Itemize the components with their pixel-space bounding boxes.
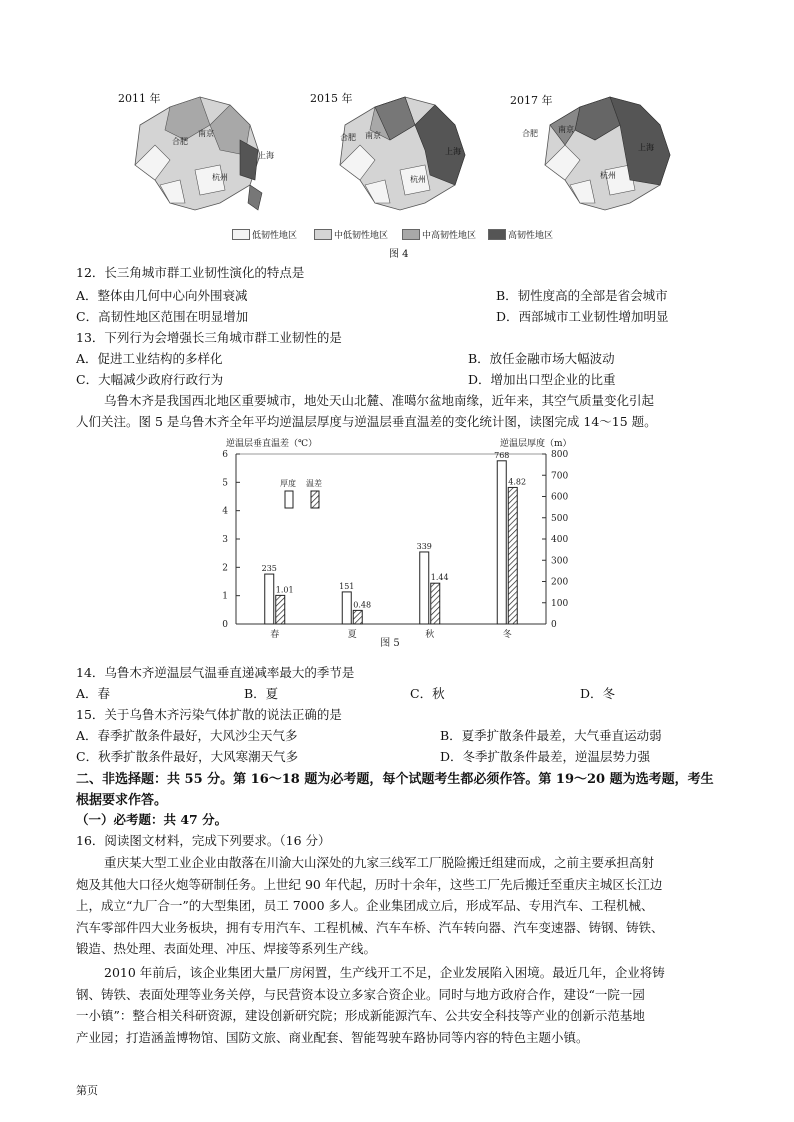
y-tick-label-right: 700 [551, 471, 569, 482]
figure-5-svg [210, 434, 590, 659]
y-tick-label-right: 300 [551, 556, 569, 567]
bar-thickness [420, 552, 429, 624]
q16-p2-line: 2010 年前后，该企业集团大量厂房闲置，生产线开工不足，企业发展陷入困境。最近几年，企业将铸 [104, 965, 665, 980]
y-axis-left-label: 逆温层垂直温差（℃） [226, 439, 318, 449]
q13-option-a: A．促进工业结构的多样化 [76, 351, 223, 366]
q16-p2-line: 一小镇”：整合相关科研资源，建设创新研究院；形成新能源汽车、公共安全科技等产业的创新示范基地 [76, 1008, 645, 1023]
q15-option-c: C．秋季扩散条件最好，大风寒潮天气多 [76, 749, 299, 764]
map-2011 [135, 97, 262, 210]
data-label-temp-diff: 1.01 [275, 585, 294, 595]
legend-label-temp-diff: 温差 [306, 479, 322, 488]
q12-option-c: C．高韧性地区范围在明显增加 [76, 309, 249, 324]
legend-swatch [232, 229, 250, 240]
x-tick-label: 秋 [425, 630, 435, 640]
data-label-thickness: 768 [494, 450, 510, 460]
legend-swatch-thickness [285, 491, 293, 508]
section-2-subheading: （一）必考题：共 47 分。 [76, 812, 228, 827]
q14-option-a: A．春 [76, 686, 111, 701]
bar-thickness [497, 461, 506, 624]
q15-stem: 15．关于乌鲁木齐污染气体扩散的说法正确的是 [76, 707, 342, 722]
section-2-heading-cont: 根据要求作答。 [76, 793, 168, 808]
map-label-hangzhou: 杭州 [212, 173, 228, 182]
q13-stem: 13．下列行为会增强长三角城市群工业韧性的是 [76, 330, 342, 345]
map-label-shanghai: 上海 [258, 151, 274, 160]
map-label-hefei: 合肥 [340, 133, 356, 142]
q14-option-b: B．夏 [244, 686, 279, 701]
q15-option-a: A．春季扩散条件最好，大风沙尘天气多 [76, 728, 298, 743]
legend-label: 低韧性地区 [252, 231, 298, 241]
map-label-hangzhou: 杭州 [600, 171, 616, 180]
y-tick-label-left: 4 [222, 506, 228, 517]
y-tick-label-right: 400 [551, 535, 569, 545]
data-label-temp-diff: 1.44 [430, 573, 449, 583]
x-tick-label: 春 [270, 630, 280, 640]
legend-swatch [314, 229, 332, 240]
intro-14-line1: 乌鲁木齐是我国西北地区重要城市，地处天山北麓、准噶尔盆地南缘，近年来，其空气质量变化引起 [104, 393, 655, 408]
q15-option-d: D．冬季扩散条件最差，逆温层势力强 [440, 749, 651, 764]
bar-thickness [342, 592, 351, 624]
y-tick-label-left: 5 [222, 478, 228, 489]
data-label-thickness: 235 [261, 564, 277, 574]
q16-paragraph-1 [76, 852, 724, 960]
bar-thickness [265, 574, 274, 624]
q16-paragraph-2 [76, 962, 724, 1048]
map-2017 [545, 97, 670, 210]
figure-4-legend [232, 228, 572, 242]
q14-stem: 14．乌鲁木齐逆温层气温垂直递减率最大的季节是 [76, 665, 355, 680]
q12-option-b: B．韧性度高的全部是省会城市 [496, 288, 668, 303]
bar-temp-diff [276, 595, 285, 624]
q16-p1-line: 汽车零部件四大业务板块，拥有专用汽车、工程机械、汽车车桥、汽车转向器、汽车变速器、铸钢、铸铁、 [76, 919, 664, 935]
q16-p1-line: 上，成立“九厂合一”的大型集团，员工 7000 多人。企业集团成立后，形成军品、专用汽车、工程机械、 [76, 898, 654, 913]
bar-temp-diff [431, 583, 440, 624]
data-label-thickness: 339 [416, 541, 432, 551]
figure-4-maps [100, 80, 700, 230]
figure-5-chart [210, 434, 590, 659]
legend-swatch [488, 229, 506, 240]
map-label-nanjing: 南京 [198, 129, 214, 138]
data-label-temp-diff: 0.48 [353, 600, 372, 610]
q13-option-b: B．放任金融市场大幅波动 [468, 351, 615, 366]
legend-label: 高韧性地区 [508, 231, 554, 241]
y-tick-label-right: 100 [551, 598, 569, 609]
figure-4-caption: 图 4 [389, 249, 409, 260]
y-tick-label-right: 800 [551, 450, 569, 460]
map-label-hefei: 合肥 [172, 137, 188, 146]
intro-14-line2: 人们关注。图 5 是乌鲁木齐全年平均逆温层厚度与逆温层垂直温差的变化统计图，读图完成 14～15 题。 [76, 414, 657, 429]
y-tick-label-right: 500 [551, 513, 569, 524]
map-year-2015: 2015 年 [310, 92, 353, 105]
q15-option-b: B．夏季扩散条件最差，大气垂直运动弱 [440, 728, 662, 743]
y-axis-right-label: 逆温层厚度（m） [500, 439, 572, 449]
q16-p2-line: 钢、铸铁、表面处理等业务关停，与民营资本设立多家合资企业。同时与地方政府合作，建设“一院一园 [76, 986, 645, 1002]
q16-p2-line: 产业园；打造涵盖博物馆、国防文旅、商业配套、智能驾驶车路协同等内容的特色主题小镇。 [76, 1029, 589, 1045]
q14-option-c: C．秋 [410, 686, 445, 701]
q12-option-d: D．西部城市工业韧性增加明显 [496, 309, 669, 324]
y-tick-label-left: 2 [222, 563, 228, 574]
map-label-hangzhou: 杭州 [410, 175, 426, 184]
q12-stem: 12．长三角城市群工业韧性演化的特点是 [76, 265, 305, 280]
q16-p1-line: 锻造、热处理、表面处理、冲压、焊接等系列生产线。 [76, 941, 377, 956]
y-tick-label-left: 3 [222, 535, 228, 545]
map-year-2011: 2011 年 [118, 92, 161, 105]
data-label-temp-diff: 4.82 [508, 477, 527, 487]
legend-swatch-temp-diff [311, 491, 319, 508]
q16-p1-line: 炮及其他大口径火炮等研制任务。上世纪 90 年代起，历时十余年，这些工厂先后搬迁至重庆主城区长江边 [76, 876, 663, 892]
y-tick-label-right: 600 [551, 492, 569, 503]
q12-option-a: A．整体由几何中心向外围衰减 [76, 288, 248, 303]
y-tick-label-left: 6 [222, 450, 228, 460]
q16-p1-line: 重庆某大型工业企业由散落在川渝大山深处的九家三线军工厂脱险搬迁组建而成，之前主要承担高射 [104, 855, 655, 870]
q13-option-d: D．增加出口型企业的比重 [468, 372, 616, 387]
data-label-thickness: 151 [339, 581, 355, 591]
section-2-heading: 二、非选择题：共 55 分。第 16～18 题为必考题，每个试题考生都必须作答。第 19～20 题为选考题，考生 [76, 772, 714, 787]
map-year-2017: 2017 年 [510, 94, 553, 107]
legend-swatch [402, 229, 420, 240]
x-tick-label: 冬 [502, 630, 512, 640]
x-tick-label: 夏 [347, 630, 357, 640]
figure-5-caption: 图 5 [380, 638, 400, 649]
y-tick-label-right: 0 [551, 620, 557, 630]
y-tick-label-right: 200 [551, 577, 569, 588]
map-label-shanghai: 上海 [445, 147, 461, 156]
legend-label: 中高韧性地区 [422, 231, 477, 241]
q14-option-d: D．冬 [580, 686, 616, 701]
bar-temp-diff [353, 610, 362, 624]
page-footer: 第页 [76, 1084, 98, 1097]
legend-label: 中低韧性地区 [334, 231, 389, 241]
y-tick-label-left: 1 [222, 591, 228, 602]
map-label-hefei: 合肥 [522, 129, 538, 138]
map-label-shanghai: 上海 [638, 143, 654, 152]
bar-temp-diff [508, 487, 517, 624]
q16-stem: 16．阅读图文材料，完成下列要求。（16 分） [76, 833, 331, 848]
map-label-nanjing: 南京 [365, 131, 381, 140]
y-tick-label-left: 0 [222, 620, 228, 630]
legend-label-thickness: 厚度 [280, 479, 296, 488]
map-label-nanjing: 南京 [558, 125, 574, 134]
q13-option-c: C．大幅减少政府行政行为 [76, 372, 224, 387]
